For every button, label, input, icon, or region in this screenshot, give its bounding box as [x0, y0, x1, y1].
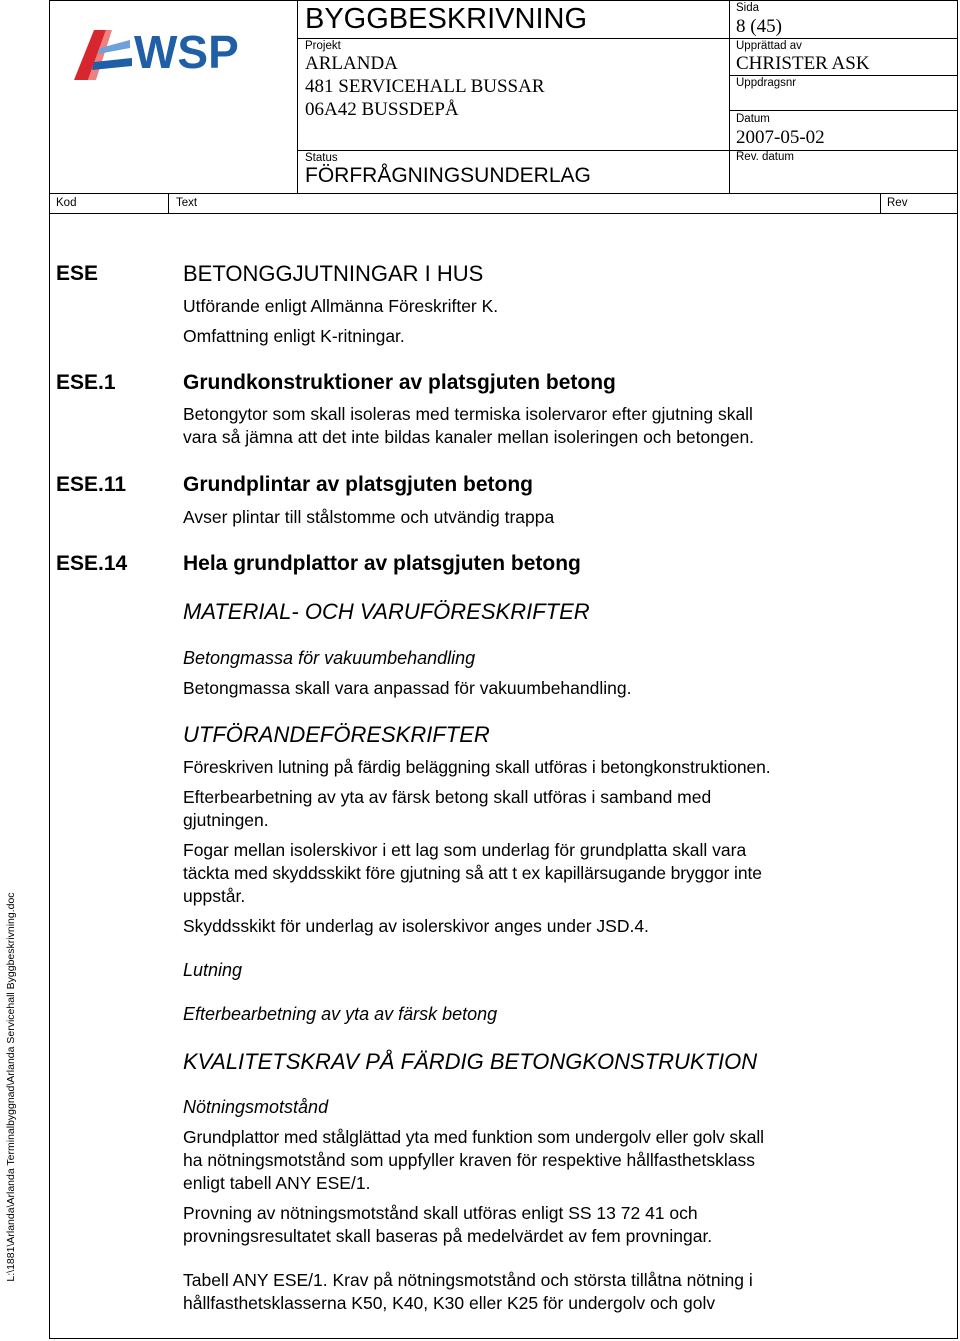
tabell-line-1: Tabell ANY ESE/1. Krav på nötningsmotstånd och största tillåtna nötning i — [183, 1270, 753, 1290]
section-title-ese-1: Grundkonstruktioner av platsgjuten betong — [183, 371, 616, 394]
utforande-heading: UTFÖRANDEFÖRESKRIFTER — [183, 722, 490, 747]
utforande-p3-line-3: uppstår. — [183, 886, 246, 906]
date-label: Datum — [736, 113, 770, 125]
header-rule-author — [729, 75, 958, 76]
notning-p1-line-2: ha nötningsmotstånd som uppfyller kraven för respektive hållfasthetsklass — [183, 1150, 755, 1170]
header-rule-bottom — [49, 193, 958, 194]
author-value: CHRISTER ASK — [736, 53, 870, 74]
utforande-p3-line-1: Fogar mellan isolerskivor i ett lag som underlag för grundplatta skall vara — [183, 840, 747, 860]
header-rule-project — [297, 38, 729, 39]
code-ese-1: ESE.1 — [56, 371, 116, 394]
status-label: Status — [305, 152, 338, 164]
wsp-logo-text: WSP — [134, 26, 239, 78]
header-divider-left — [297, 0, 298, 193]
utforande-p2-line-1: Efterbearbetning av yta av färsk betong skall utföras i samband med — [183, 787, 712, 807]
page-label: Sida — [736, 2, 760, 14]
project-line-3: 06A42 BUSSDEPÅ — [305, 99, 459, 120]
project-label: Projekt — [305, 40, 341, 52]
tabell-line-2: hållfasthetsklasserna K50, K40, K30 eller K25 för undergolv och golv — [183, 1293, 716, 1313]
status-value: FÖRFRÅGNINGSUNDERLAG — [305, 164, 591, 187]
betongmassa-heading: Betongmassa för vakuumbehandling — [183, 648, 476, 668]
notning-p2-line-1: Provning av nötningsmotstånd skall utföras enligt SS 13 72 41 och — [183, 1203, 698, 1223]
ese-line-2: Omfattning enligt K-ritningar. — [183, 326, 405, 346]
code-ese: ESE — [56, 262, 99, 285]
rev-date-label: Rev. datum — [736, 151, 794, 163]
ese-line-1: Utförande enligt Allmänna Föreskrifter K. — [183, 296, 499, 316]
page-value: 8 (45) — [736, 16, 782, 37]
notningsmotstand-heading: Nötningsmotstånd — [183, 1097, 329, 1117]
section-title-ese-14: Hela grundplattor av platsgjuten betong — [183, 552, 581, 575]
notning-p1-line-3: enligt tabell ANY ESE/1. — [183, 1173, 371, 1193]
project-line-2: 481 SERVICEHALL BUSSAR — [305, 76, 545, 97]
notning-p2-line-2: provningsresultatet skall baseras på medelvärdet av fem provningar. — [183, 1226, 713, 1246]
code-ese-14: ESE.14 — [56, 552, 128, 575]
doc-title: BYGGBESKRIVNING — [305, 3, 588, 35]
author-label: Upprättad av — [736, 40, 802, 52]
column-text-header: Text — [176, 197, 198, 209]
utforande-p1: Föreskriven lutning på färdig beläggning skall utföras i betongkonstruktionen. — [183, 757, 771, 777]
lutning-heading: Lutning — [183, 960, 243, 980]
wsp-logo — [72, 22, 262, 86]
column-rev-header: Rev — [887, 197, 908, 209]
section-title-ese: BETONGGJUTNINGAR I HUS — [183, 261, 484, 286]
notning-p1-line-1: Grundplattor med stålglättad yta med funktion som undergolv eller golv skall — [183, 1127, 764, 1147]
header-divider-right — [729, 0, 730, 193]
column-header-rule — [49, 213, 958, 214]
utforande-p3-line-2: täckta med skyddsskikt före gjutning så att t ex kapillärsugande bryggor inte — [183, 863, 762, 883]
betongmassa-line: Betongmassa skall vara anpassad för vakuumbehandling. — [183, 678, 632, 698]
code-ese-11: ESE.11 — [56, 473, 127, 496]
wsp-logo-mark — [72, 22, 262, 86]
header-rule-status — [297, 150, 729, 151]
column-code-header: Kod — [56, 197, 77, 209]
header-rule-assignment — [729, 110, 958, 111]
column-divider-rev — [880, 193, 881, 213]
efterbearbetning-heading: Efterbearbetning av yta av färsk betong — [183, 1004, 498, 1024]
utforande-p4: Skyddsskikt för underlag av isolerskivor anges under JSD.4. — [183, 916, 649, 936]
kvalitetskrav-heading: KVALITETSKRAV PÅ FÄRDIG BETONGKONSTRUKTION — [183, 1049, 758, 1074]
assignment-label: Uppdragsnr — [736, 77, 797, 89]
header-rule-page — [729, 38, 958, 39]
section-title-ese-11: Grundplintar av platsgjuten betong — [183, 473, 534, 496]
date-value: 2007-05-02 — [736, 127, 825, 148]
utforande-p2-line-2: gjutningen. — [183, 810, 269, 830]
material-heading: MATERIAL- OCH VARUFÖRESKRIFTER — [183, 599, 590, 624]
column-divider-code — [168, 193, 169, 213]
ese1-line-1: Betongytor som skall isoleras med termiska isolervaror efter gjutning skall — [183, 404, 753, 424]
file-path-sidebar: L:\1881\Arlanda\Arlanda Terminalbyggnad\Arlanda Servicehall Byggbeskrivning.doc — [5, 892, 17, 1282]
ese1-line-2: vara så jämna att det inte bildas kanaler mellan isoleringen och betongen. — [183, 427, 755, 447]
project-line-1: ARLANDA — [305, 53, 398, 74]
ese11-line: Avser plintar till stålstomme och utvändig trappa — [183, 507, 555, 527]
